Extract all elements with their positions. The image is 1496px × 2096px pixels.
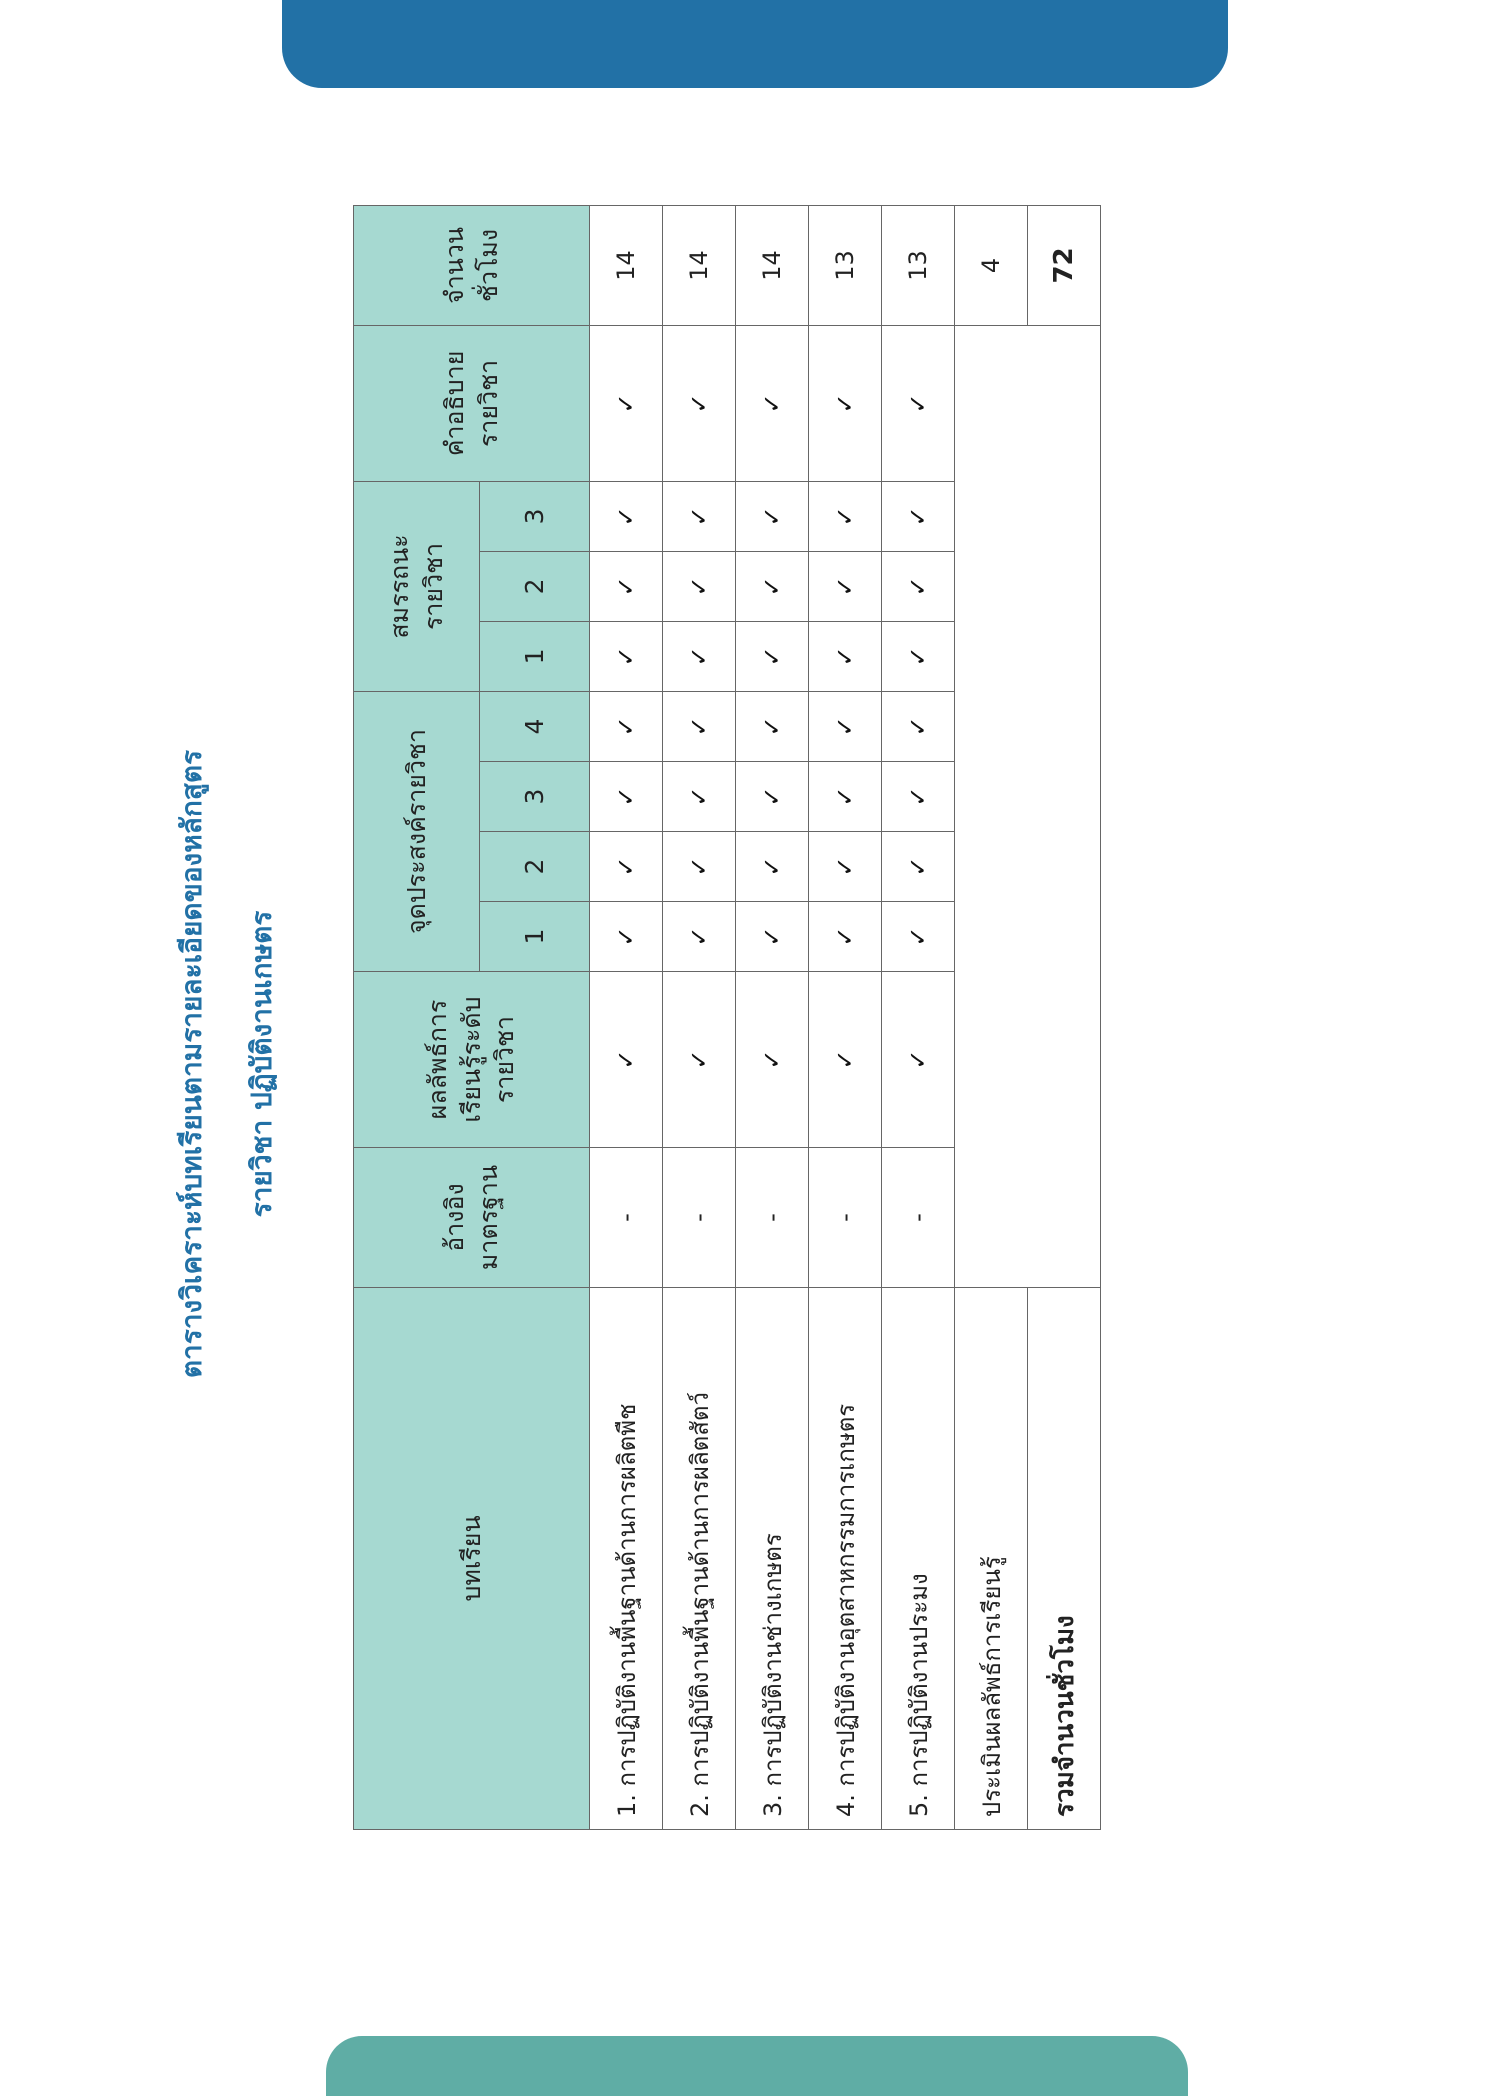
standard-value: -: [663, 1148, 736, 1288]
total-hours: 72: [1028, 205, 1101, 325]
objective-num: 1: [480, 902, 590, 972]
check-mark: ✓: [809, 325, 882, 481]
hours-value: 14: [590, 205, 663, 325]
page-subtitle: รายวิชา ปฏิบัติงานเกษตร: [245, 910, 278, 1218]
lesson-name: 3. การปฏิบัติงานช่างเกษตร: [736, 1288, 809, 1830]
check-mark: ✓: [590, 325, 663, 481]
check-mark: ✓: [882, 902, 955, 972]
table-row: [809, 205, 882, 1829]
table-row: [736, 205, 809, 1829]
standard-value: -: [882, 1148, 955, 1288]
header-competency: สมรรถนะ รายวิชา: [354, 481, 480, 691]
check-mark: ✓: [590, 762, 663, 832]
check-mark: ✓: [736, 481, 809, 551]
check-mark: ✓: [663, 902, 736, 972]
hours-value: 13: [809, 205, 882, 325]
check-mark: ✓: [809, 902, 882, 972]
check-mark: ✓: [809, 621, 882, 691]
check-mark: ✓: [736, 832, 809, 902]
check-mark: ✓: [663, 972, 736, 1148]
total-label: รวมจำนวนชั่วโมง: [1028, 1288, 1101, 1830]
check-mark: ✓: [736, 691, 809, 761]
objective-num: 2: [480, 832, 590, 902]
assessment-hours: 4: [955, 205, 1028, 325]
check-mark: ✓: [736, 621, 809, 691]
check-mark: ✓: [736, 762, 809, 832]
total-row: [1028, 205, 1101, 1829]
check-mark: ✓: [590, 902, 663, 972]
check-mark: ✓: [736, 325, 809, 481]
check-mark: ✓: [736, 551, 809, 621]
lesson-name: 5. การปฏิบัติงานประมง: [882, 1288, 955, 1830]
check-mark: ✓: [590, 972, 663, 1148]
check-mark: ✓: [590, 621, 663, 691]
check-mark: ✓: [663, 551, 736, 621]
check-mark: ✓: [809, 832, 882, 902]
table-row: [663, 205, 736, 1829]
check-mark: ✓: [736, 972, 809, 1148]
check-mark: ✓: [809, 551, 882, 621]
check-mark: ✓: [590, 481, 663, 551]
check-mark: ✓: [882, 762, 955, 832]
check-mark: ✓: [882, 832, 955, 902]
bottom-decorative-band: [326, 2036, 1188, 2096]
empty-span: [1028, 325, 1101, 1287]
header-lesson: บทเรียน: [354, 1288, 590, 1830]
lesson-name: 4. การปฏิบัติงานอุตสาหกรรมการเกษตร: [809, 1288, 882, 1830]
check-mark: ✓: [590, 832, 663, 902]
hours-value: 13: [882, 205, 955, 325]
header-description: คำอธิบาย รายวิชา: [354, 325, 590, 481]
check-mark: ✓: [809, 481, 882, 551]
check-mark: ✓: [590, 691, 663, 761]
assessment-row: [955, 205, 1028, 1829]
objective-num: 4: [480, 691, 590, 761]
check-mark: ✓: [882, 551, 955, 621]
check-mark: ✓: [809, 972, 882, 1148]
header-outcome: ผลลัพธ์การ เรียนรู้ระดับ รายวิชา: [354, 972, 590, 1148]
check-mark: ✓: [663, 691, 736, 761]
check-mark: ✓: [663, 762, 736, 832]
table-row: [590, 205, 663, 1829]
check-mark: ✓: [882, 691, 955, 761]
lesson-name: 1. การปฏิบัติงานพื้นฐานด้านการผลิตพืช: [590, 1288, 663, 1830]
hours-value: 14: [663, 205, 736, 325]
check-mark: ✓: [663, 621, 736, 691]
assessment-label: ประเมินผลลัพธ์การเรียนรู้: [955, 1288, 1028, 1830]
check-mark: ✓: [663, 481, 736, 551]
competency-num: 1: [480, 621, 590, 691]
check-mark: ✓: [663, 325, 736, 481]
check-mark: ✓: [809, 762, 882, 832]
objective-num: 3: [480, 762, 590, 832]
check-mark: ✓: [663, 832, 736, 902]
empty-span: [955, 325, 1028, 1287]
competency-num: 2: [480, 551, 590, 621]
standard-value: -: [809, 1148, 882, 1288]
check-mark: ✓: [590, 551, 663, 621]
check-mark: ✓: [809, 691, 882, 761]
check-mark: ✓: [882, 325, 955, 481]
header-objectives: จุดประสงค์รายวิชา: [354, 691, 480, 971]
page-title: ตารางวิเคราะห์บทเรียนตามรายละเอียดของหลักสูตร: [175, 749, 208, 1379]
standard-value: -: [590, 1148, 663, 1288]
table-row: [882, 205, 955, 1829]
check-mark: ✓: [736, 902, 809, 972]
header-hours: จำนวน ชั่วโมง: [354, 205, 590, 325]
rotated-page-content: [160, 227, 1100, 1870]
competency-num: 3: [480, 481, 590, 551]
hours-value: 14: [736, 205, 809, 325]
check-mark: ✓: [882, 972, 955, 1148]
standard-value: -: [736, 1148, 809, 1288]
check-mark: ✓: [882, 621, 955, 691]
top-decorative-band: [282, 0, 1228, 88]
header-standard: อ้างอิง มาตรฐาน: [354, 1148, 590, 1288]
check-mark: ✓: [882, 481, 955, 551]
lesson-name: 2. การปฏิบัติงานพื้นฐานด้านการผลิตสัตว์: [663, 1288, 736, 1830]
curriculum-analysis-table: [353, 205, 1101, 1830]
